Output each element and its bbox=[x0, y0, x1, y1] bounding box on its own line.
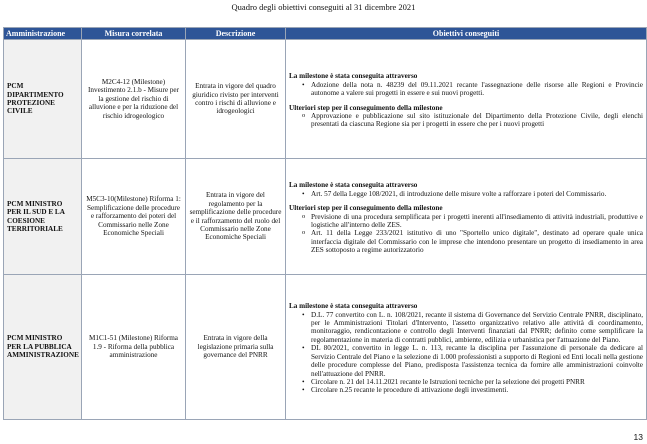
list-item: o Art. 11 della Legge 233/2021 istitutivo di uno "Sportello unico digitale", destinato ad operare quale unica interfaccia digitale del Commissario con le imprese che intendono presentare un progetto di insediamento in area ZES sottoposto a regime autorizzatorio bbox=[311, 229, 643, 254]
list-item: • Art. 57 della Legge 108/2021, di introduzione delle misure volte a rafforzare i poteri del Commissario. bbox=[311, 190, 643, 198]
page-number: 13 bbox=[633, 432, 643, 442]
obiettivi-cell bbox=[286, 40, 647, 159]
descrizione-cell: Entrata in vigore del regolamento per la semplificazione delle procedure e il rafforzamento del ruolo del Commissario nelle Zone Economiche Speciali bbox=[186, 159, 286, 275]
misura-cell: M5C3-10(Milestone) Riforma 1: Semplificazione delle procedure e rafforzamento dei poteri del Commissario nelle Zone Economiche Speciali bbox=[82, 159, 186, 275]
obiettivi-cell bbox=[286, 159, 647, 275]
descrizione-cell: Entrata in vigore della legislazione primaria sulla governance del PNRR bbox=[186, 275, 286, 420]
list-item: • D.L. 77 convertito con L. n. 108/2021, recante il sistema di Governance del Servizio Centrale PNRR, disciplinato, per le Amministrazioni Titolari d'Intervento, l'assetto organizzativo relativo alle attività di coordinamento, monitoraggio, rendicontazione e controllo degli Interventi finanziati dal PNRR; definito come semplificare la regolamentazione in materia di contratti pubblici, ambiente, edilizia e urbanistica per l'attuazione del Piano. bbox=[311, 311, 643, 345]
sub-list bbox=[289, 213, 643, 255]
bullet-list bbox=[289, 81, 643, 98]
further-steps-heading: Ulteriori step per il conseguimento della milestone bbox=[289, 204, 443, 213]
sub-list bbox=[289, 112, 643, 129]
further-steps-heading: Ulteriori step per il conseguimento della milestone bbox=[289, 103, 443, 112]
amministrazione-cell: PCM DIPARTIMENTO PROTEZIONE CIVILE bbox=[4, 40, 82, 159]
table-row bbox=[4, 159, 647, 275]
misura-cell: M2C4-12 (Milestone) Investimento 2.1.b - Misure per la gestione del rischio di alluvione e per la riduzione del rischio idrogeologico bbox=[82, 40, 186, 159]
milestone-heading: La milestone è stata conseguita attraverso bbox=[289, 181, 418, 190]
list-item: o Approvazione e pubblicazione sul sito istituzionale del Dipartimento della Protezione Civile, degli elenchi presentati da ciascuna Regione sia per i progetti in essere che per i nuovi progetti bbox=[311, 112, 643, 129]
obiettivi-cell bbox=[286, 275, 647, 420]
page-title: Quadro degli obiettivi conseguiti al 31 dicembre 2021 bbox=[231, 2, 416, 12]
list-item: • Adozione della nota n. 48239 del 09.11.2021 recante l'assegnazione delle risorse alle Regioni e Provincie autonome a valere sui progetti in essere e sui nuovi progetti. bbox=[311, 81, 643, 98]
amministrazione-cell: PCM MINISTRO PER IL SUD E LA COESIONE TERRITORIALE bbox=[4, 159, 82, 275]
header-misura-correlata: Misura correlata bbox=[82, 28, 186, 40]
amministrazione-cell: PCM MINISTRO PER LA PUBBLICA AMMINISTRAZIONE bbox=[4, 275, 82, 420]
header-descrizione: Descrizione bbox=[186, 28, 286, 40]
objectives-table bbox=[3, 27, 647, 420]
descrizione-cell: Entrata in vigore del quadro giuridico rivisto per interventi contro i rischi di alluvione e idrogeologici bbox=[186, 40, 286, 159]
list-item: o Previsione di una procedura semplificata per i progetti inerenti all'insediamento di attività industriali, produttive e logistiche all'interno delle ZES. bbox=[311, 213, 643, 230]
table-row bbox=[4, 40, 647, 159]
bullet-list bbox=[289, 311, 643, 395]
milestone-heading: La milestone è stata conseguita attraverso bbox=[289, 302, 418, 311]
header-amministrazione: Amministrazione bbox=[4, 28, 82, 40]
bullet-list bbox=[289, 190, 643, 198]
list-item: • Circolare n. 21 del 14.11.2021 recante le Istruzioni tecniche per la selezione dei progetti PNRR bbox=[311, 378, 643, 386]
list-item: • Circolare n.25 recante le procedure di attivazione degli investimenti. bbox=[311, 386, 643, 394]
milestone-heading: La milestone è stata conseguita attraverso bbox=[289, 72, 418, 81]
table-header-row bbox=[4, 28, 647, 40]
list-item: • DL 80/2021, convertito in legge L. n. 113, recante la disciplina per l'assunzione di personale da dedicare al Servizio Centrale del Piano e la selezione di 1.000 professionisti a supporto di Regioni ed Enti locali nella gestione delle procedure complesse del Piano, predisposta l'assistenza tecnica da fornire alle amministrazioni coinvolte nell'attuazione del PNRR. bbox=[311, 344, 643, 378]
header-obiettivi-conseguiti: Obiettivi conseguiti bbox=[286, 28, 647, 40]
misura-cell: M1C1-51 (Milestone) Riforma 1.9 - Riforma della pubblica amministrazione bbox=[82, 275, 186, 420]
table-row bbox=[4, 275, 647, 420]
